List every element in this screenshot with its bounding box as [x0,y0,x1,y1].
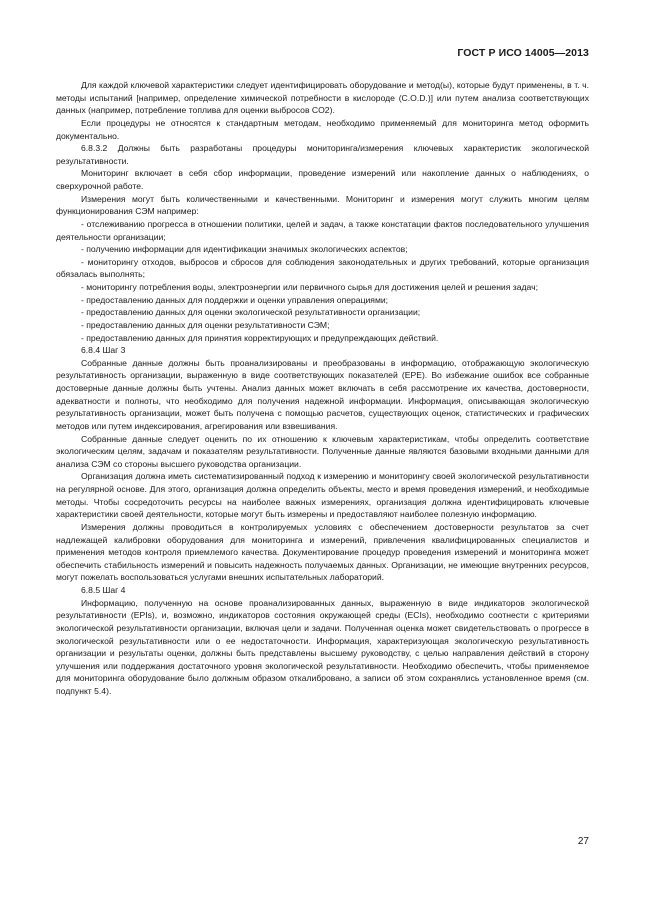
document-body [56,79,589,698]
list-item: - предоставлению данных для оценки экологической результативности организации; [81,307,421,318]
section-heading: 6.8.5 Шаг 4 [81,585,126,595]
list-item: - мониторингу потребления воды, электроэнергии или первичного сырья для достижения целей и решения задач; [81,282,538,292]
page-number: 27 [577,836,589,847]
list-item: - отслеживанию прогресса в отношении политики, целей и задач, а также констатации фактов последовательного улучшения деятельности организации; [56,218,589,242]
paragraph: Если процедуры не относятся к стандартным методам, необходимо применяемый для мониторинга метод оформить документально. [56,117,589,141]
paragraph: Организация должна иметь систематизированный подход к измерению и мониторингу своей экологической результативности на регулярной основе. Для этого, организация должна определить объекты, место и время проведения измерений, и необходимые методы. Чтобы сосредоточить ресурсы на наиболее важных измерениях, организация должна идентифицировать ключевые характеристики своей деятельности, которые могут быть измерены и предоставляют наиболее полезную информацию. [56,471,589,520]
document-header: ГОСТ Р ИСО 14005—2013 [457,47,589,59]
list-item: - предоставлению данных для поддержки и оценки управления операциями; [81,294,389,305]
paragraph: Для каждой ключевой характеристики следует идентифицировать оборудование и метод(ы), которые будут применены, в т. ч. методы испытаний [например, определение химической потребности в кислороде (C.O.D.)] или путем анализа соответствующих данных (например, потребление топлива для оценки выбросов CO2). [56,80,589,116]
paragraph: Собранные данные следует оценить по их отношению к ключевым характеристикам, чтобы определить соответствие экологическим целям, задачам и показателям результативности. Полученные данные являются базовыми входными данными для анализа СЭМ со стороны высшего руководства организации. [56,433,589,469]
paragraph: Собранные данные должны быть проанализированы и преобразованы в информацию, отображающую экологическую результативность организации, выраженную в виде соответствующих показателей (EPE). Во избежание ошибок все собранные достоверные данные должны быть учтены. Анализ данных может включать в себя рассмотрение их качества, достоверности, адекватности и полноты, что необходимо для получения надежной информации. Информация, описывающая экологическую результативность организации, может быть получена с помощью расчетов, существующих оценок, статистических и графических методов или путем индексирования, агрегирования или взвешивания. [56,357,589,431]
list-item: - предоставлению данных для оценки результативности СЭМ; [81,319,330,330]
paragraph: Измерения должны проводиться в контролируемых условиях с обеспечением достоверности результатов за счет надлежащей калибровки оборудования для мониторинга и измерений, привлечения квалифицированных специалистов и применения методов контроля приемлемого качества. Документирование процедур проведения измерений и мониторинга может обеспечить стабильность измерений и повысить надежность получаемых данных. Организации, не имеющие внутренних ресурсов, могут пожелать воспользоваться услугами внешних испытательных лабораторий. [56,521,589,583]
section-heading: 6.8.4 Шаг 3 [81,345,126,356]
list-item: - предоставлению данных для принятия корректирующих и предупреждающих действий. [81,332,439,343]
paragraph: Информацию, полученную на основе проанализированных данных, выраженную в виде индикаторов экологической результативности (EPIs), и, возможно, индикаторов состояния окружающей среды (ECIs), необходимо соотнести с критериями экологической результативности организации, включая цели и задачи. Полученная оценка может свидетельствовать о прогрессе в экологической результативности или о ее недостаточности. Информация, характеризующая экологическую результативность организации и результаты оценки, должны быть представлены высшему руководству, с целью направления действий в сторону улучшения или поддержания достаточного уровня экологической результативности. Необходимо обеспечить, чтобы применяемое для мониторинга оборудование было должным образом откалибровано, а записи об этом сохранялись установленное время (см. подпункт 5.4). [56,597,589,696]
paragraph: Мониторинг включает в себя сбор информации, проведение измерений или накопление данных о наблюдениях, о сверхурочной работе. [56,168,589,191]
paragraph: 6.8.3.2 Должны быть разработаны процедуры мониторинга/измерения ключевых характеристик экологической результативности. [56,143,589,166]
list-item: - мониторингу отходов, выбросов и сбросов для соблюдения законодательных и других требований, которые организация обязалась выполнять; [56,256,589,280]
list-item: - получению информации для идентификации значимых экологических аспектов; [81,244,408,255]
paragraph: Измерения могут быть количественными и качественными. Мониторинг и измерения могут служить многим целям функционирования СЭМ например: [56,193,589,217]
